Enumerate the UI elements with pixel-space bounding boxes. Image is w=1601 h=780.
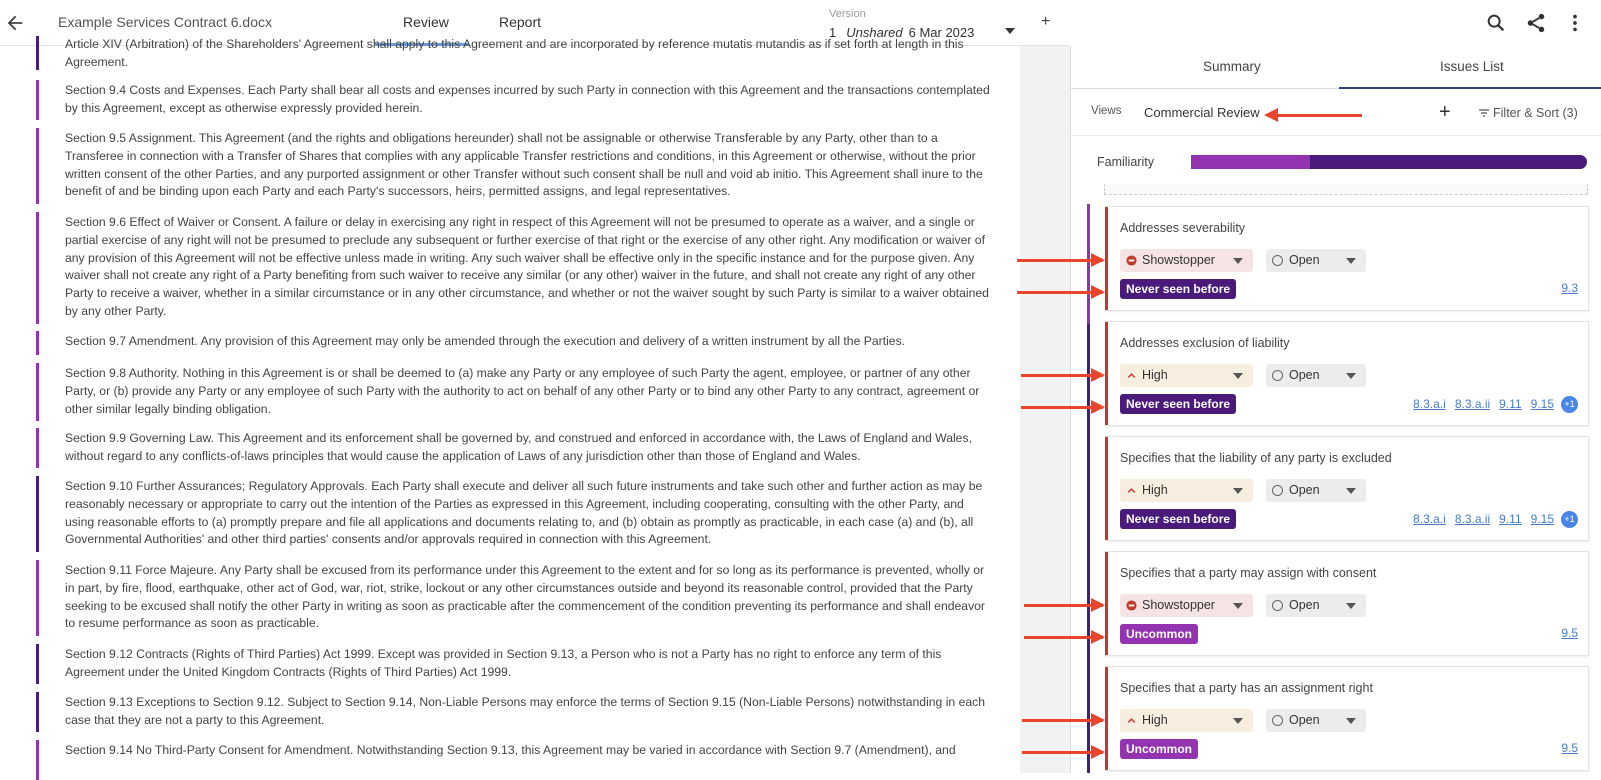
paragraph-text: Section 9.8 Authority. Nothing in this Agreement is or shall be deemed to (a) make any Party or any employee of such Party the agent, employee, or partner of any other Party, or (b) provide any Party or any employee of such Party with the authority to act on behalf of any other Party or to bind any other Party to any contract, agreement or other similar legally binding obligation. [65,366,980,416]
paragraph-text: Section 9.14 No Third-Party Consent for Amendment. Notwithstanding Section 9.13, this Agreement may be varied in accordance with Section 9.7 (Amendment), and [65,743,956,757]
circle-icon [1272,715,1283,726]
issue-title: Addresses exclusion of liability [1120,336,1290,350]
document-paragraph[interactable] [36,80,996,120]
familiarity-badge: Uncommon [1120,739,1198,759]
document-paragraph[interactable] [36,128,996,204]
status-value: Open [1289,598,1320,612]
status-value: Open [1289,713,1320,727]
section-references [1552,741,1578,755]
status-dropdown[interactable] [1266,709,1366,732]
chevron-down-icon [1233,258,1243,264]
stop-circle-icon [1126,600,1137,611]
severity-value: High [1142,483,1168,497]
severity-dropdown[interactable] [1120,364,1253,387]
status-dropdown[interactable] [1266,479,1366,502]
paragraph-marker [36,740,39,780]
section-reference-link[interactable]: 8.3.a.ii [1454,396,1491,411]
more-references-badge[interactable]: +1 [1561,511,1578,528]
issue-title: Specifies that the liability of any party is excluded [1120,451,1392,465]
familiarity-bar [1191,155,1587,169]
paragraph-text: Section 9.11 Force Majeure. Any Party shall be excused from its performance under this Agreement to the extent and for so long as its performance is prevented, wholly or in part, by fire, flood, earthquake, other act of God, war, riot, strike, lockout or any other circumstances outside and beyond its reasonable control, provided that the Party seeking to be excused shall notify the other Party in writing as soon as practicable after the commencement of the condition preventing its performance and shall endeavor to resume performance as soon as practicable. [65,563,985,631]
document-paragraph[interactable] [36,331,996,355]
section-reference-link[interactable]: 9.5 [1561,741,1578,755]
section-reference-link[interactable]: 9.3 [1561,281,1578,295]
more-references-badge[interactable]: +1 [1561,396,1578,413]
issue-card-marker [1105,552,1108,655]
issue-title: Specifies that a party may assign with consent [1120,566,1377,580]
arrow-left-icon[interactable] [4,12,26,34]
section-reference-link[interactable]: 9.11 [1499,511,1522,526]
document-paragraph[interactable] [36,363,996,421]
section-references [1552,281,1578,295]
issue-title: Addresses severability [1120,221,1246,235]
severity-dropdown[interactable] [1120,594,1253,617]
paragraph-text: Section 9.10 Further Assurances; Regulatory Approvals. Each Party shall execute and deliver all such future instruments and take such other and further action as may be reasonably necessary or appropriate to carry out the intention of the Parties as expressed in this Agreement, including cooperating, consulting with the other Party, and using reasonable efforts to (a) promptly prepare and file all applications and documents relating to, and (b) obtain as promptly as practicable, in each case (a) and (b), all Governmental Authorities' and other third parties' consents and/or approvals required in connection with this Agreement. [65,479,983,547]
circle-icon [1272,600,1283,611]
filter-icon [1479,109,1489,117]
tab-report[interactable]: Report [499,14,542,30]
familiarity-badge: Never seen before [1120,394,1236,414]
document-paragraph[interactable] [36,560,996,636]
document-paragraph[interactable] [36,36,996,70]
status-value: Open [1289,368,1320,382]
active-tab-indicator [1339,87,1601,89]
search-icon[interactable] [1485,12,1507,34]
severity-value: High [1142,368,1168,382]
issue-card[interactable] [1105,551,1589,656]
version-state: Unshared [846,25,903,40]
views-selector[interactable]: Commercial Review [1144,105,1260,120]
views-label: Views [1091,105,1122,117]
add-view-button[interactable]: + [1439,101,1451,123]
paragraph-text: Article XIV (Arbitration) of the Shareholders' Agreement shall apply to this Agreement and are incorporated by reference mutatis mutandis as if set forth at length in this Agreement. [65,37,964,69]
circle-icon [1272,370,1283,381]
chevron-down-icon [1346,718,1356,724]
paragraph-marker [36,128,39,204]
chevron-down-icon [1346,258,1356,264]
document-paragraph[interactable] [36,212,996,324]
chevron-down-icon [1346,488,1356,494]
annotation-arrow [1276,114,1362,117]
section-reference-link[interactable]: 9.11 [1499,396,1522,411]
severity-value: Showstopper [1142,253,1215,267]
chevron-down-icon [1346,373,1356,379]
issue-card-marker [1105,667,1108,770]
section-reference-link[interactable]: 9.15 [1530,396,1554,411]
paragraph-marker [36,212,39,324]
chevron-down-icon [1233,718,1243,724]
status-value: Open [1289,253,1320,267]
familiarity-badge: Never seen before [1120,279,1236,299]
tab-issues-list[interactable]: Issues List [1440,59,1504,74]
familiarity-badge: Uncommon [1120,624,1198,644]
circle-icon [1272,255,1283,266]
paragraph-text: Section 9.6 Effect of Waiver or Consent. A failure or delay in exercising any right in respect of this Agreement will not be presumed to operate as a waiver, and a single or partial exercise of any right will not be presumed to preclude any subsequent or further exercise of that right or the exercise of any other right. Any modification or waiver of any provision of this Agreement will not be effective unless made in writing. Any such waiver shall be effective only in the specific instance and for the purpose given. Any waiver shall not create any right of a Party benefiting from such waiver to receive any similar (or any other) waiver in the future, and shall not create any right of any other Party to receive a waiver, whether in a similar circumstance or in any other circumstance, and whether or not the waiver sought by such Party is similar to a waiver obtained by any other Party. [65,215,989,318]
status-dropdown[interactable] [1266,594,1366,617]
issue-title: Specifies that a party has an assignment right [1120,681,1373,695]
version-number: 1 [829,25,837,40]
annotation-arrow [1021,406,1103,409]
section-references [1404,511,1578,528]
version-date: 6 Mar 2023 [908,25,975,40]
section-reference-link[interactable]: 9.15 [1530,511,1554,526]
document-viewer[interactable] [0,37,1070,773]
familiarity-label: Familiarity [1097,155,1154,169]
paragraph-marker [36,692,39,732]
chevron-down-icon [1346,603,1356,609]
chevron-up-icon [1126,715,1137,726]
share-icon[interactable] [1525,12,1547,34]
annotation-arrow [1017,259,1103,262]
paragraph-marker [36,428,39,468]
section-reference-link[interactable]: 8.3.a.i [1413,396,1446,411]
chevron-up-icon [1126,485,1137,496]
add-version-button[interactable]: + [1041,13,1051,30]
drop-zone [1104,184,1588,195]
severity-value: Showstopper [1142,598,1215,612]
familiarity-bar-fill [1191,155,1310,169]
issue-card-marker [1105,437,1108,540]
paragraph-marker [36,36,39,70]
severity-dropdown[interactable] [1120,709,1253,732]
document-paragraph[interactable] [36,692,996,732]
issue-card[interactable] [1105,206,1589,311]
annotation-arrow [1024,604,1103,607]
paragraph-text: Section 9.7 Amendment. Any provision of this Agreement may only be amended through the execution and delivery of a written instrument by all the Parties. [65,334,906,348]
paragraph-text: Section 9.13 Exceptions to Section 9.12. Subject to Section 9.14, Non-Liable Persons may enforce the terms of Section 9.15 (Non-Liable Persons) notwithstanding in each case that they are not a party to this Agreement. [65,695,986,727]
annotation-arrow [1024,636,1103,639]
paragraph-text: Section 9.5 Assignment. This Agreement (and the rights and obligations hereunder) shall not be assignable or otherwise Transferable by any Party, other than to a Transferee in connection with a Transfer of Shares that complies with any applicable Transfer restrictions and conditions, in this Agreement or otherwise, without the prior written consent of the other Parties, and any purported assignment or other Transfer without such consent shall be null and void ab initio. This Agreement shall inure to the benefit of and be binding upon each Party and each Party's successors, heirs, permitted assigns, and legal representatives. [65,131,983,199]
section-references [1552,626,1578,640]
section-reference-link[interactable]: 9.5 [1561,626,1578,640]
chevron-down-icon[interactable] [1005,28,1015,34]
issue-card-marker [1105,322,1108,425]
section-references [1404,396,1578,413]
tab-summary[interactable]: Summary [1203,59,1261,74]
circle-icon [1272,485,1283,496]
paragraph-marker [36,644,39,684]
issue-card-marker [1105,207,1108,310]
severity-value: High [1142,713,1168,727]
document-paragraph[interactable] [36,644,996,684]
severity-dropdown[interactable] [1120,249,1253,272]
issue-card[interactable] [1105,436,1589,541]
paragraph-marker [36,560,39,636]
status-value: Open [1289,483,1320,497]
divider [1071,135,1601,136]
chevron-down-icon [1233,373,1243,379]
panel-toolbar [1070,0,1600,46]
annotation-arrow [1021,374,1103,377]
more-vertical-icon[interactable] [1564,12,1586,34]
chevron-down-icon [1233,488,1243,494]
issues-panel [1070,46,1600,773]
section-reference-link[interactable]: 8.3.a.i [1413,511,1446,526]
familiarity-badge: Never seen before [1120,509,1236,529]
paragraph-marker [36,80,39,120]
annotation-arrow [1022,719,1103,722]
chevron-up-icon [1126,370,1137,381]
paragraph-text: Section 9.4 Costs and Expenses. Each Party shall bear all costs and expenses incurred by such Party in connection with this Agreement and the transactions contemplated by this Agreement, except as otherwise expressly provided herein. [65,83,990,115]
issues-timeline-highlight [1087,204,1090,324]
tab-review[interactable]: Review [403,14,449,30]
annotation-arrow [1022,751,1103,754]
document-paragraph[interactable] [36,740,996,780]
paragraph-marker [36,331,39,355]
filter-sort-button[interactable] [1479,106,1578,120]
issue-card[interactable] [1105,321,1589,426]
status-dropdown[interactable] [1266,249,1366,272]
chevron-down-icon [1233,603,1243,609]
status-dropdown[interactable] [1266,364,1366,387]
stop-circle-icon [1126,255,1137,266]
filter-sort-label: Filter & Sort (3) [1493,106,1578,120]
severity-dropdown[interactable] [1120,479,1253,502]
issue-card[interactable] [1105,666,1589,771]
paragraph-text: Section 9.12 Contracts (Rights of Third Parties) Act 1999. Except was provided in Section 9.13, a Person who is not a Party has no right to enforce any term of this Agreement under the United Kingdom Contracts (Rights of Third Parties) Act 1999. [65,647,942,679]
document-paragraph[interactable] [36,476,996,552]
paragraph-marker [36,476,39,552]
paragraph-marker [36,363,39,421]
version-label: Version [829,8,866,20]
annotation-arrow [1017,291,1103,294]
document-title: Example Services Contract 6.docx [58,14,272,30]
document-page [0,37,1020,773]
paragraph-text: Section 9.9 Governing Law. This Agreement and its enforcement shall be governed by, and construed and enforced in accordance with, the Laws of England and Wales, without regard to any conflicts-of-laws principles that would cause the application of Laws of any jurisdiction other than those of England and Wales. [65,431,972,463]
document-paragraph[interactable] [36,428,996,468]
section-reference-link[interactable]: 8.3.a.ii [1454,511,1491,526]
